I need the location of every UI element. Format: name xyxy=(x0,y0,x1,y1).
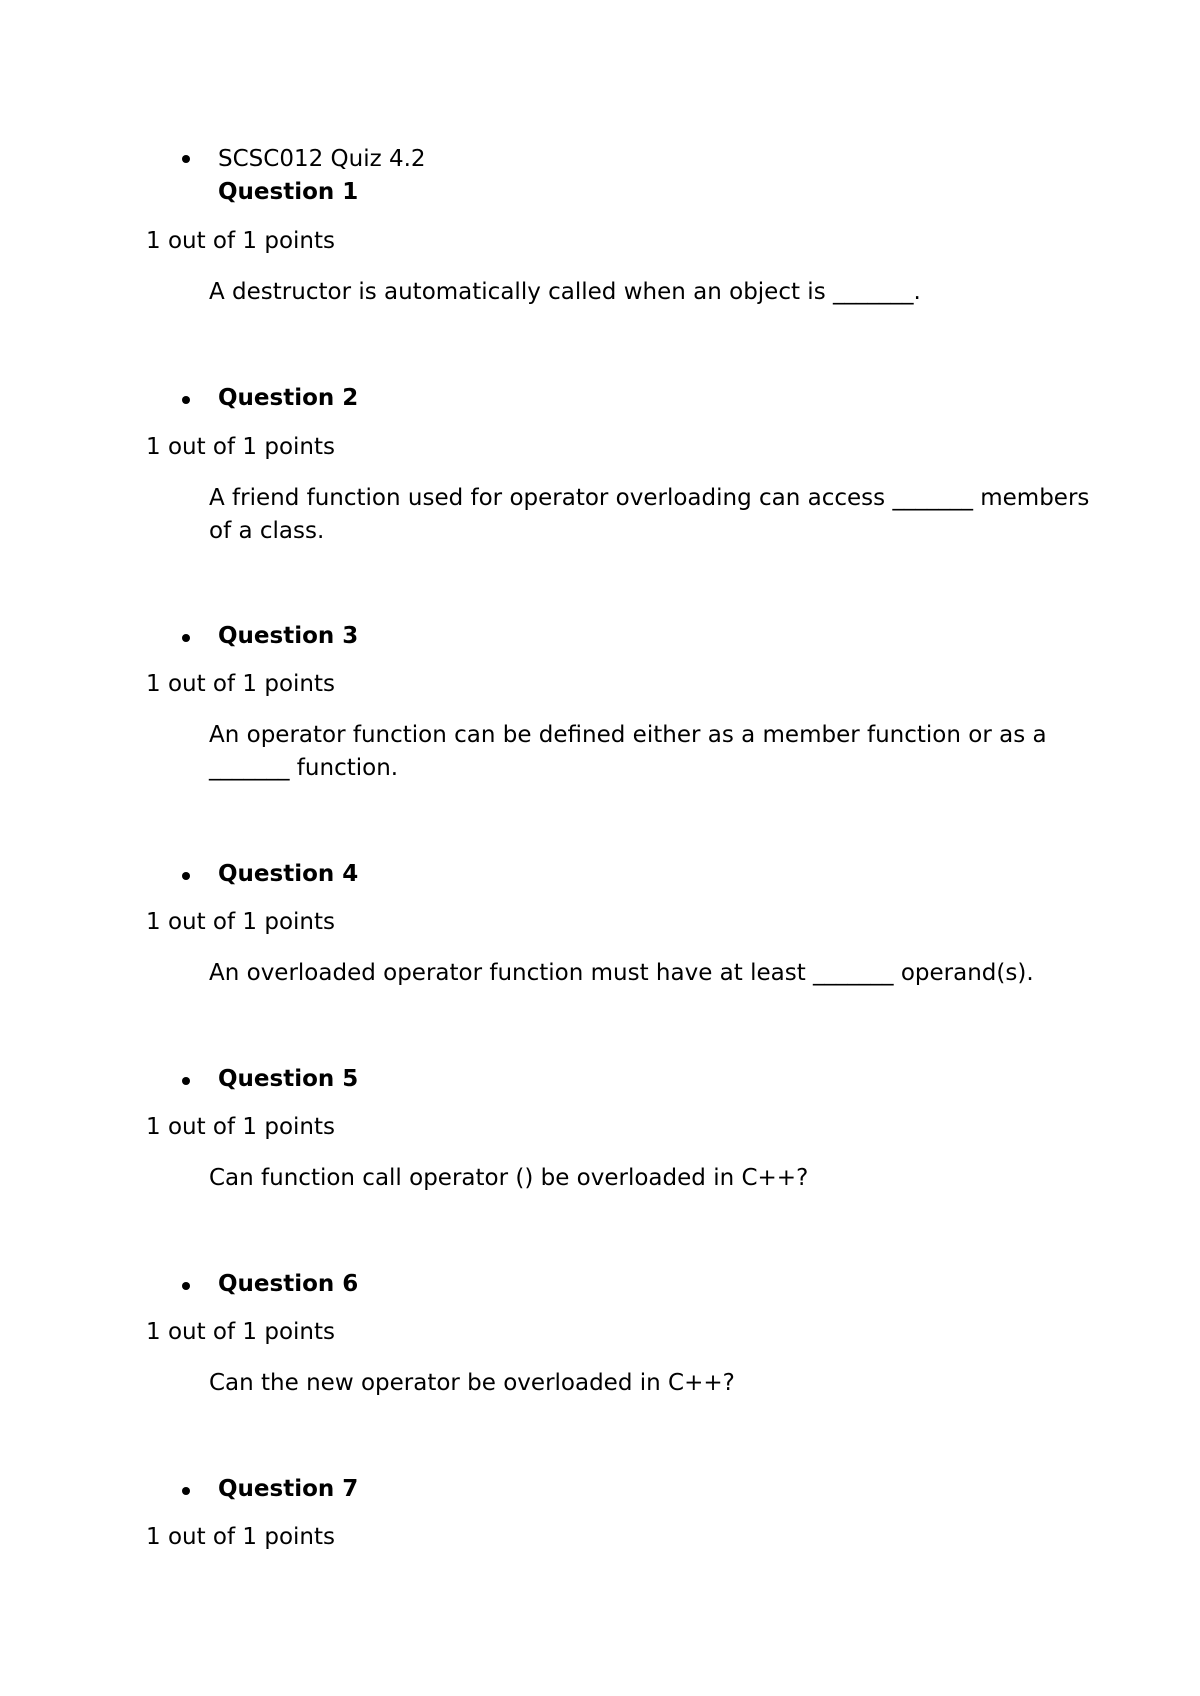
question-points-5: 1 out of 1 points xyxy=(146,1114,335,1140)
question-text-2: A friend function used for operator overloading can access _______ members of a class. xyxy=(209,485,1090,544)
question-text-5: Can function call operator () be overloaded in C++? xyxy=(209,1165,809,1191)
question-label-5: Question 5 xyxy=(218,1066,359,1092)
question-label-1: Question 1 xyxy=(218,179,359,205)
question-points-3: 1 out of 1 points xyxy=(146,671,335,697)
bullet xyxy=(182,1487,190,1495)
question-text-1: A destructor is automatically called when an object is _______. xyxy=(209,279,921,305)
question-label-6: Question 6 xyxy=(218,1271,359,1297)
question-points-2: 1 out of 1 points xyxy=(146,434,335,460)
question-label-7: Question 7 xyxy=(218,1476,359,1502)
question-points-1: 1 out of 1 points xyxy=(146,228,335,254)
question-points-4: 1 out of 1 points xyxy=(146,909,335,935)
question-text-4: An overloaded operator function must have at least _______ operand(s). xyxy=(209,960,1034,986)
question-label-2: Question 2 xyxy=(218,385,359,411)
question-text-6: Can the new operator be overloaded in C++? xyxy=(209,1370,735,1396)
bullet xyxy=(182,396,190,404)
bullet xyxy=(182,1077,190,1085)
question-points-7: 1 out of 1 points xyxy=(146,1524,335,1550)
question-text-3: An operator function can be defined either as a member function or as a _______ function. xyxy=(209,722,1047,781)
bullet xyxy=(182,1282,190,1290)
bullet xyxy=(182,872,190,880)
question-points-6: 1 out of 1 points xyxy=(146,1319,335,1345)
bullet xyxy=(182,155,190,163)
question-label-3: Question 3 xyxy=(218,623,359,649)
bullet xyxy=(182,634,190,642)
question-label-4: Question 4 xyxy=(218,861,359,887)
quiz-title: SCSC012 Quiz 4.2 xyxy=(218,146,426,172)
